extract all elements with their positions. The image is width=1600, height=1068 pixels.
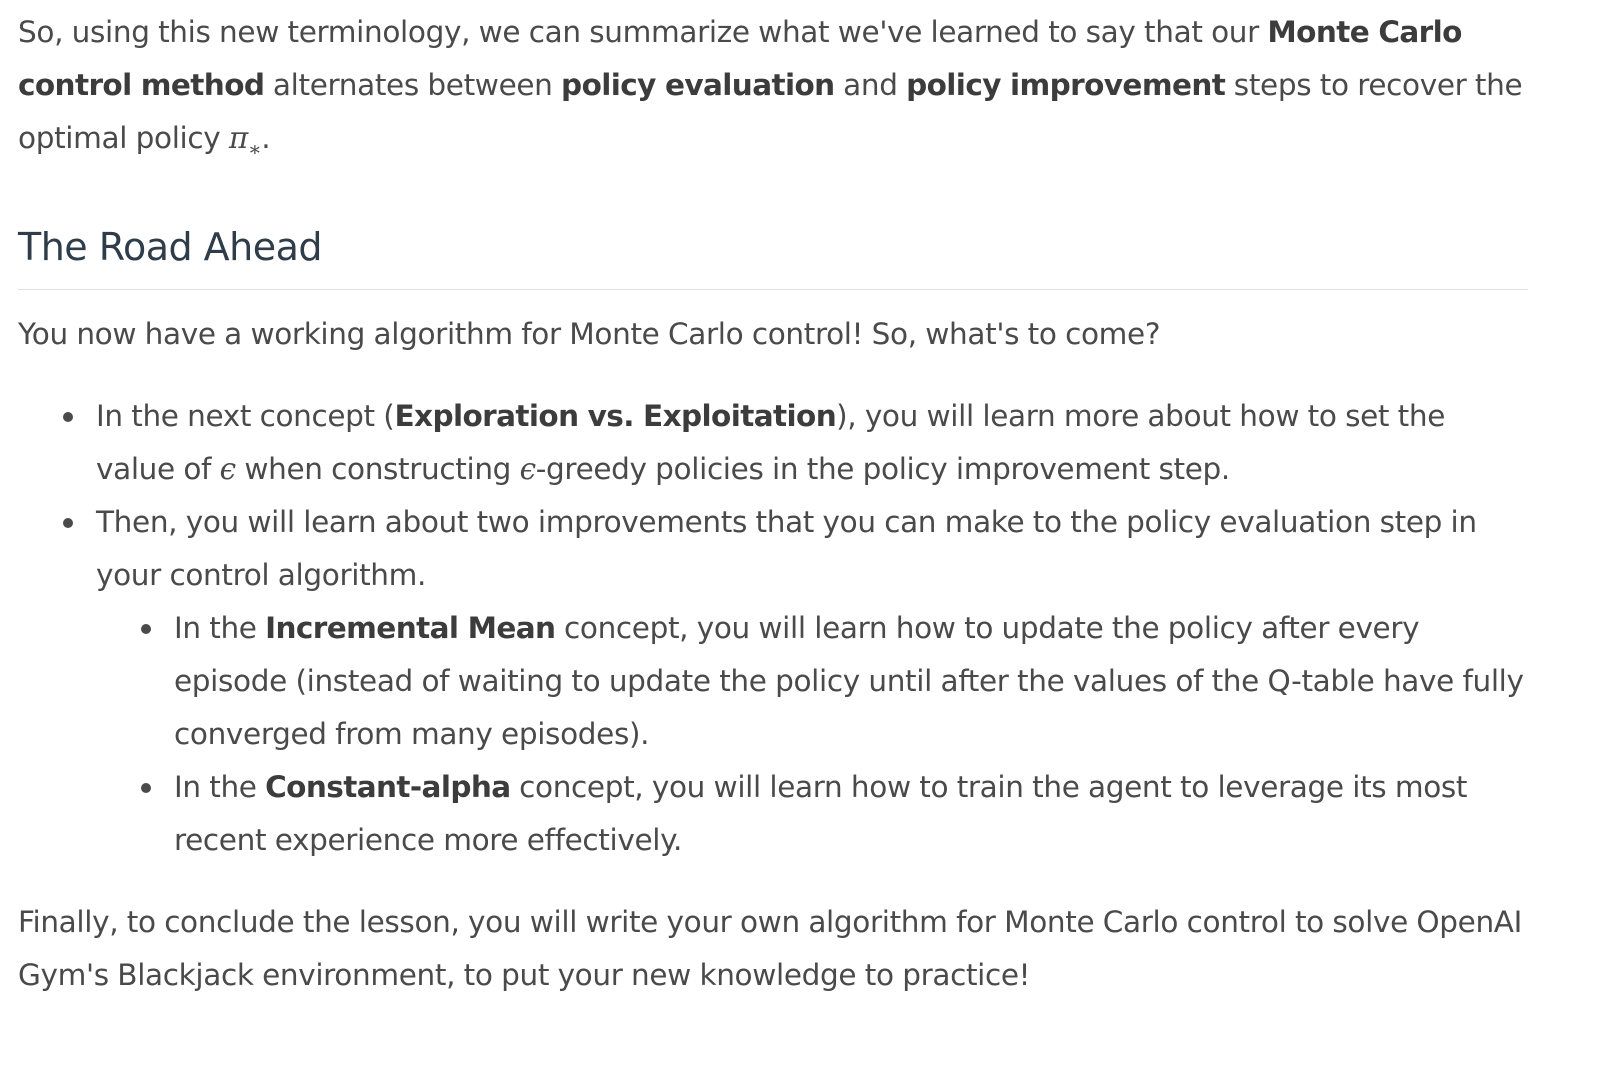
intro-text: and [834,68,907,102]
concept-link-exploration: Exploration vs. Exploitation [394,399,837,433]
list-item-text: ), you will learn more about how to set the value of [96,399,1446,486]
epsilon-symbol: ϵ [519,452,536,486]
list-item [96,496,1528,867]
list-item-text: In the next concept ( [96,399,395,433]
list-item-text: In the [174,770,266,804]
final-paragraph: Finally, to conclude the lesson, you will write your own algorithm for Monte Carlo control to solve OpenAI Gym's Blackjack environment, to put your new knowledge to practice! [18,905,1522,992]
nested-bullet-list [96,602,1528,867]
list-item [96,390,1528,496]
bullet-list [18,390,1528,867]
term-policy-improvement: policy improvement [906,68,1226,102]
list-item-text: when constructing [235,452,520,486]
section-heading: The Road Ahead [18,225,323,269]
list-item-text: Then, you will learn about two improvements that you can make to the policy evaluation step in your control algorithm. [96,505,1477,592]
concept-incremental-mean: Incremental Mean [265,611,556,645]
heading-divider [18,289,1528,290]
list-item-text: concept, you will learn how to update the policy after every episode (instead of waiting to update the policy until after the values of the Q-table have fully converged from many episodes). [174,611,1524,751]
pi-symbol: π [228,121,248,155]
epsilon-symbol: ϵ [219,452,236,486]
list-item [174,602,1528,761]
term-monte-carlo-control: Monte Carlo control method [18,15,1462,102]
intro-text: alternates between [264,68,562,102]
term-policy-evaluation: policy evaluation [561,68,835,102]
optimal-policy-symbol [228,121,262,161]
list-item-text: In the [174,611,266,645]
concept-constant-alpha: Constant-alpha [265,770,511,804]
star-subscript: ∗ [247,137,262,161]
intro-text: steps to recover the optimal policy [18,68,1523,155]
intro-paragraph [18,6,1528,168]
lead-paragraph: You now have a working algorithm for Monte Carlo control! So, what's to come? [18,317,1161,351]
list-item-text: -greedy policies in the policy improvement step. [535,452,1230,486]
list-item [174,761,1528,867]
list-item-text: concept, you will learn how to train the agent to leverage its most recent experience more effectively. [174,770,1468,857]
intro-text: So, using this new terminology, we can summarize what we've learned to say that our [18,15,1268,49]
intro-text: . [261,121,271,155]
